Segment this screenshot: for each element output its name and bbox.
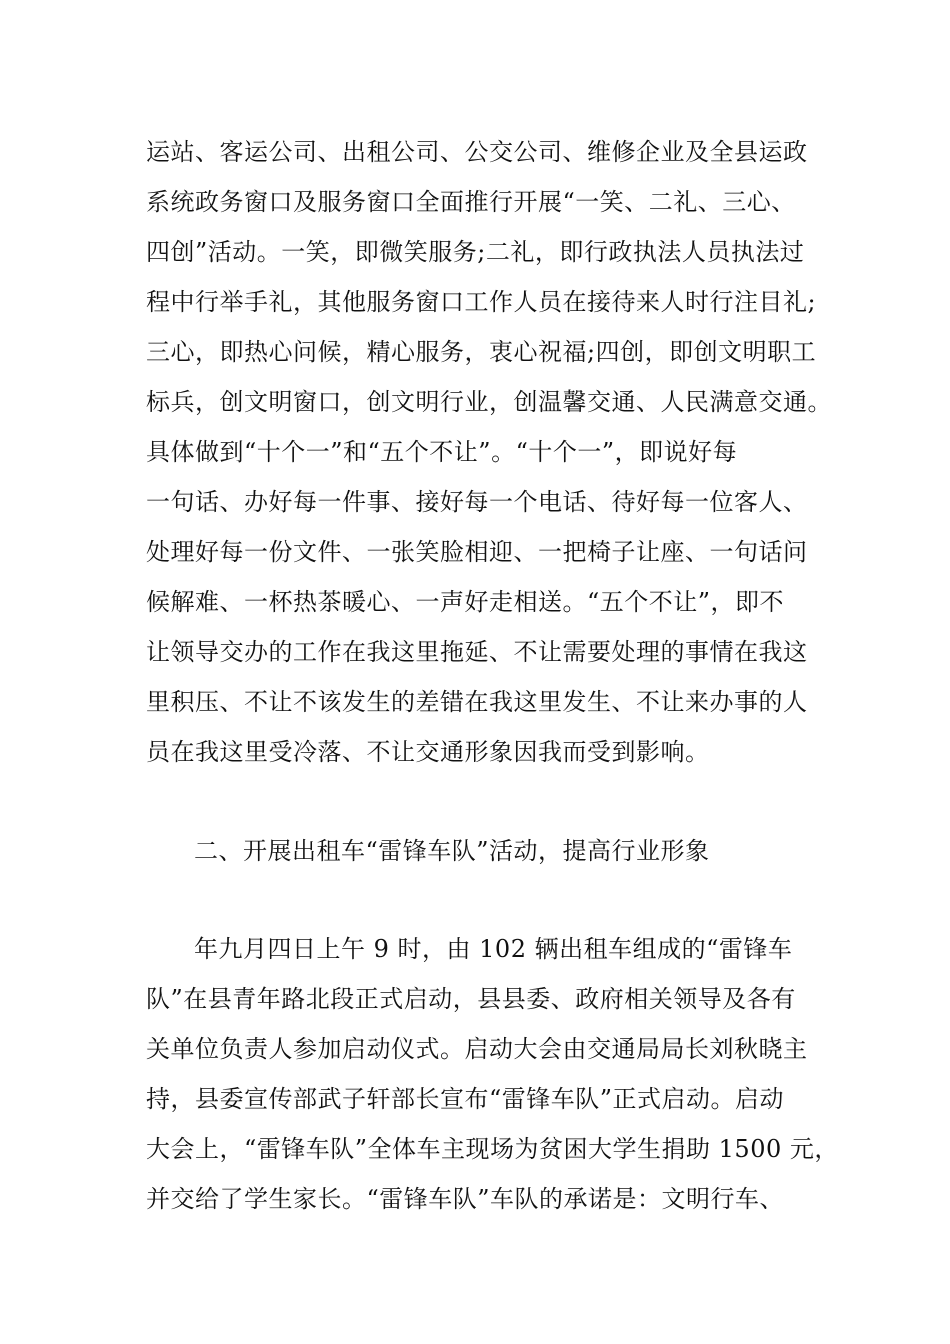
- paragraph-1-line-5: 三心，即热心问候，精心服务，衷心祝福;四创，即创文明职工: [146, 338, 817, 366]
- paragraph-1-line-1: 运站、客运公司、出租公司、公交公司、维修企业及全县运政: [146, 138, 808, 166]
- paragraph-2-line-5: 大会上，“雷锋车队”全体车主现场为贫困大学生捐助 1500 元，: [146, 1135, 839, 1163]
- paragraph-1-line-11: 让领导交办的工作在我这里拖延、不让需要处理的事情在我这: [146, 638, 808, 666]
- paragraph-1-line-12: 里积压、不让不该发生的差错在我这里发生、不让来办事的人: [146, 688, 808, 716]
- paragraph-1-line-9: 处理好每一份文件、一张笑脸相迎、一把椅子让座、一句话问: [146, 538, 808, 566]
- paragraph-2-line-3: 关单位负责人参加启动仪式。启动大会由交通局局长刘秋晓主: [146, 1035, 808, 1063]
- paragraph-2-line-6: 并交给了学生家长。“雷锋车队”车队的承诺是：文明行车、: [146, 1185, 785, 1213]
- paragraph-1-line-7: 具体做到“十个一”和“五个不让”。“十个一”，即说好每: [146, 438, 738, 466]
- paragraph-1-line-4: 程中行举手礼，其他服务窗口工作人员在接待来人时行注目礼;: [146, 288, 817, 316]
- paragraph-2-line-1: 年九月四日上午 9 时，由 102 辆出租车组成的“雷锋车: [194, 935, 793, 963]
- section-heading: 二、开展出租车“雷锋车队”活动，提高行业形象: [194, 837, 710, 865]
- paragraph-1-line-8: 一句话、办好每一件事、接好每一个电话、待好每一位客人、: [146, 488, 808, 516]
- paragraph-1-line-10: 候解难、一杯热茶暖心、一声好走相送。“五个不让”，即不: [146, 588, 785, 616]
- paragraph-1-line-3: 四创”活动。一笑，即微笑服务;二礼，即行政执法人员执法过: [146, 238, 805, 266]
- paragraph-2-line-4: 持，县委宣传部武子轩部长宣布“雷锋车队”正式启动。启动: [146, 1085, 785, 1113]
- paragraph-1-line-13: 员在我这里受冷落、不让交通形象因我而受到影响。: [146, 738, 710, 766]
- paragraph-1-line-6: 标兵，创文明窗口，创文明行业，创温馨交通、人民满意交通。: [146, 388, 832, 416]
- paragraph-2-line-2: 队”在县青年路北段正式启动，县县委、政府相关领导及各有: [146, 985, 796, 1013]
- paragraph-1-line-2: 系统政务窗口及服务窗口全面推行开展“一笑、二礼、三心、: [146, 188, 796, 216]
